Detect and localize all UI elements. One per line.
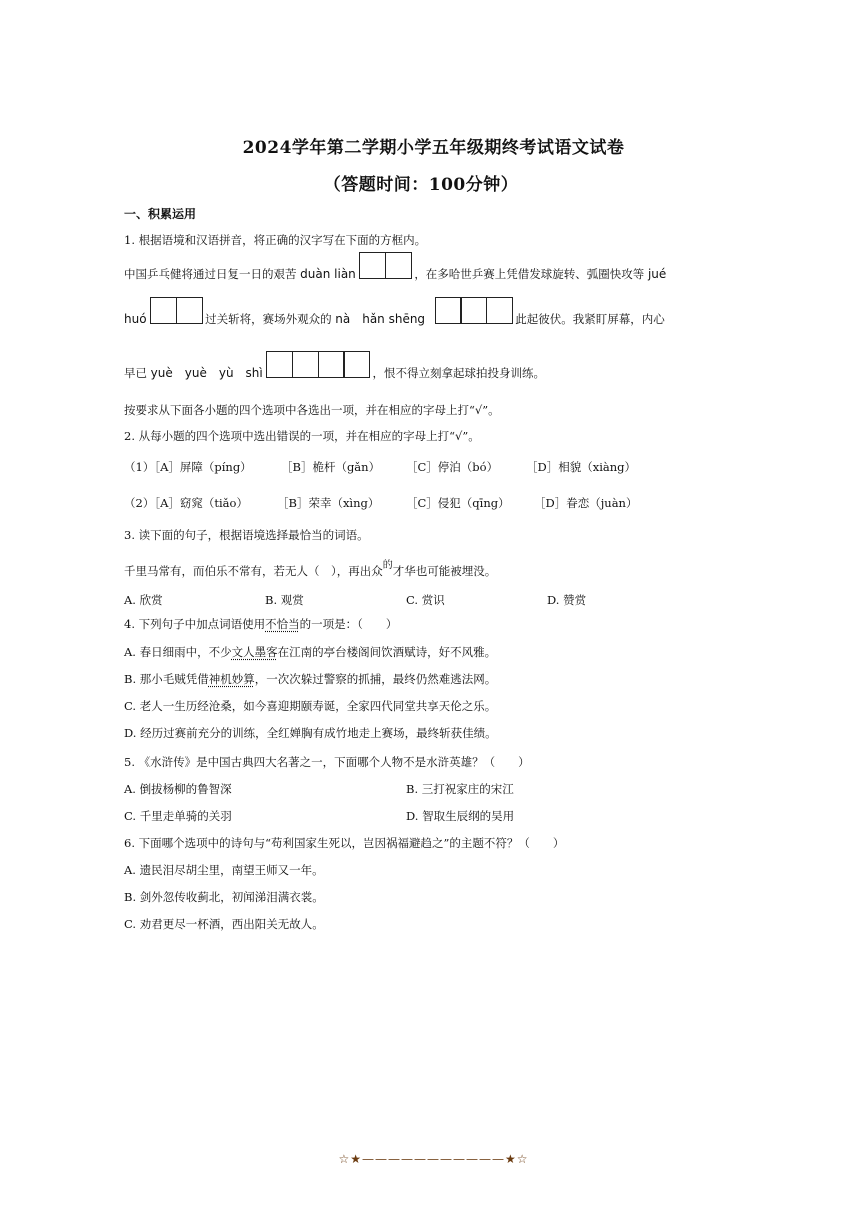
q3-option-a[interactable]: A. 欣赏 — [124, 593, 163, 607]
q4-prompt — [124, 616, 397, 632]
q1-text: ，恨不得立刻拿起球拍投身训练。 — [372, 366, 545, 380]
q4-option-a[interactable] — [124, 644, 496, 660]
section-heading: 一、积累运用 — [124, 207, 197, 221]
q4-text: A. 春日细雨中，不少 — [124, 645, 232, 659]
q2-row1-a[interactable]: （1）［A］屏障（píng） — [124, 460, 252, 474]
q4-text: ，一次次躲过警察的抓捕，最终仍然难逃法网。 — [254, 672, 497, 686]
q2-row2-c[interactable]: ［C］侵犯（qīng） — [406, 496, 510, 510]
q6-option-b[interactable]: B. 剑外忽传收蓟北，初闻涕泪满衣裳。 — [124, 890, 324, 904]
q2-row2-d[interactable]: ［D］眷恋（juàn） — [534, 496, 638, 510]
answer-box-4[interactable] — [266, 351, 368, 381]
q4-prompt-emphasis: 不恰当 — [265, 617, 300, 631]
q3-sentence — [124, 560, 497, 579]
q6-option-a[interactable]: A. 遗民泪尽胡尘里，南望王师又一年。 — [124, 863, 324, 877]
q3-sentence-part: 千里马常有，而伯乐不常有，若无人（ ），再出众 — [124, 564, 383, 578]
q5-option-a[interactable]: A. 倒拔杨柳的鲁智深 — [124, 782, 232, 796]
answer-box-2[interactable] — [359, 252, 410, 282]
exam-title: 2024学年第二学期小学五年级期终考试语文试卷 — [242, 138, 625, 158]
q6-option-c[interactable]: C. 劝君更尽一杯酒，西出阳关无故人。 — [124, 917, 324, 931]
q3-option-c[interactable]: C. 赏识 — [406, 593, 445, 607]
q5-option-b[interactable]: B. 三打祝家庄的宋江 — [406, 782, 514, 796]
answer-box-2[interactable] — [150, 297, 201, 327]
q5-option-c[interactable]: C. 千里走单骑的关羽 — [124, 809, 232, 823]
q5-option-d[interactable]: D. 智取生辰纲的吴用 — [406, 809, 515, 823]
q3-sentence-sup: 的 — [382, 560, 393, 571]
q4-option-b[interactable] — [124, 671, 496, 687]
q1-line-1 — [124, 252, 666, 282]
q4-dotted-word: 文人墨客 — [231, 645, 278, 659]
page-footer-decoration: ☆★———————————★☆ — [338, 1152, 529, 1166]
q1-line-3 — [124, 351, 545, 381]
q1-text: ，在多哈世乒赛上凭借发球旋转、弧圈快攻等 — [414, 267, 645, 281]
q4-option-c[interactable]: C. 老人一生历经沧桑，如今喜迎期颐寿诞，全家四代同堂共享天伦之乐。 — [124, 699, 497, 713]
exam-subtitle: （答题时间：100分钟） — [323, 175, 519, 195]
q3-sentence-part: 才华也可能被埋没。 — [392, 564, 497, 578]
q1-text: 中国乒乓健将通过日复一日的艰苦 — [124, 267, 297, 281]
q4-dotted-word: 神机妙算 — [208, 672, 255, 686]
q2-row2-a[interactable]: （2）［A］窈窕（tiǎo） — [124, 496, 248, 510]
pinyin-yueyueyushi: yuè yuè yù shì — [150, 366, 263, 380]
q1-text: 过关斩将，赛场外观众的 — [205, 312, 332, 326]
q4-option-d[interactable]: D. 经历过赛前充分的训练，全红婵胸有成竹地走上赛场，最终斩获佳绩。 — [124, 726, 497, 740]
q2-row2-b[interactable]: ［B］荣幸（xìng） — [277, 496, 380, 510]
pinyin-nahansheng: nà hǎn shēng — [335, 312, 426, 326]
q3-prompt: 3. 读下面的句子，根据语境选择最恰当的词语。 — [124, 528, 369, 542]
q5-prompt: 5. 《水浒传》是中国古典四大名著之一，下面哪个人物不是水浒英雄？（ ） — [124, 755, 530, 769]
instruction: 按要求从下面各小题的四个选项中各选出一项，并在相应的字母上打“√”。 — [124, 403, 500, 417]
pinyin-huo: huó — [124, 312, 147, 326]
q1-line-2 — [124, 297, 665, 327]
answer-box-3[interactable] — [435, 297, 512, 327]
q3-option-b[interactable]: B. 观赏 — [265, 593, 304, 607]
pinyin-jue: jué — [647, 267, 667, 281]
q2-row1-c[interactable]: ［C］停泊（bó） — [406, 460, 499, 474]
q1-prompt: 1. 根据语境和汉语拼音，将正确的汉字写在下面的方框内。 — [124, 233, 427, 247]
q4-text: 在江南的亭台楼阁间饮酒赋诗，好不风雅。 — [277, 645, 497, 659]
q4-prompt-part: 的一项是：（ ） — [299, 617, 398, 631]
pinyin-duanlian: duàn liàn — [300, 267, 356, 281]
q4-prompt-part: 4. 下列句子中加点词语使用 — [124, 617, 266, 631]
q3-option-d[interactable]: D. 赞赏 — [547, 593, 587, 607]
q2-prompt: 2. 从每小题的四个选项中选出错误的一项，并在相应的字母上打“√”。 — [124, 429, 480, 443]
q6-prompt: 6. 下面哪个选项中的诗句与“苟利国家生死以，岂因祸福避趋之”的主题不符？（ ） — [124, 836, 565, 850]
q1-text: 此起彼伏。我紧盯屏幕，内心 — [515, 312, 665, 326]
q2-row1-d[interactable]: ［D］相貌（xiàng） — [526, 460, 637, 474]
q2-row1-b[interactable]: ［B］桅杆（gǎn） — [281, 460, 381, 474]
q1-text: 早已 — [124, 366, 147, 380]
q4-text: B. 那小毛贼凭借 — [124, 672, 209, 686]
